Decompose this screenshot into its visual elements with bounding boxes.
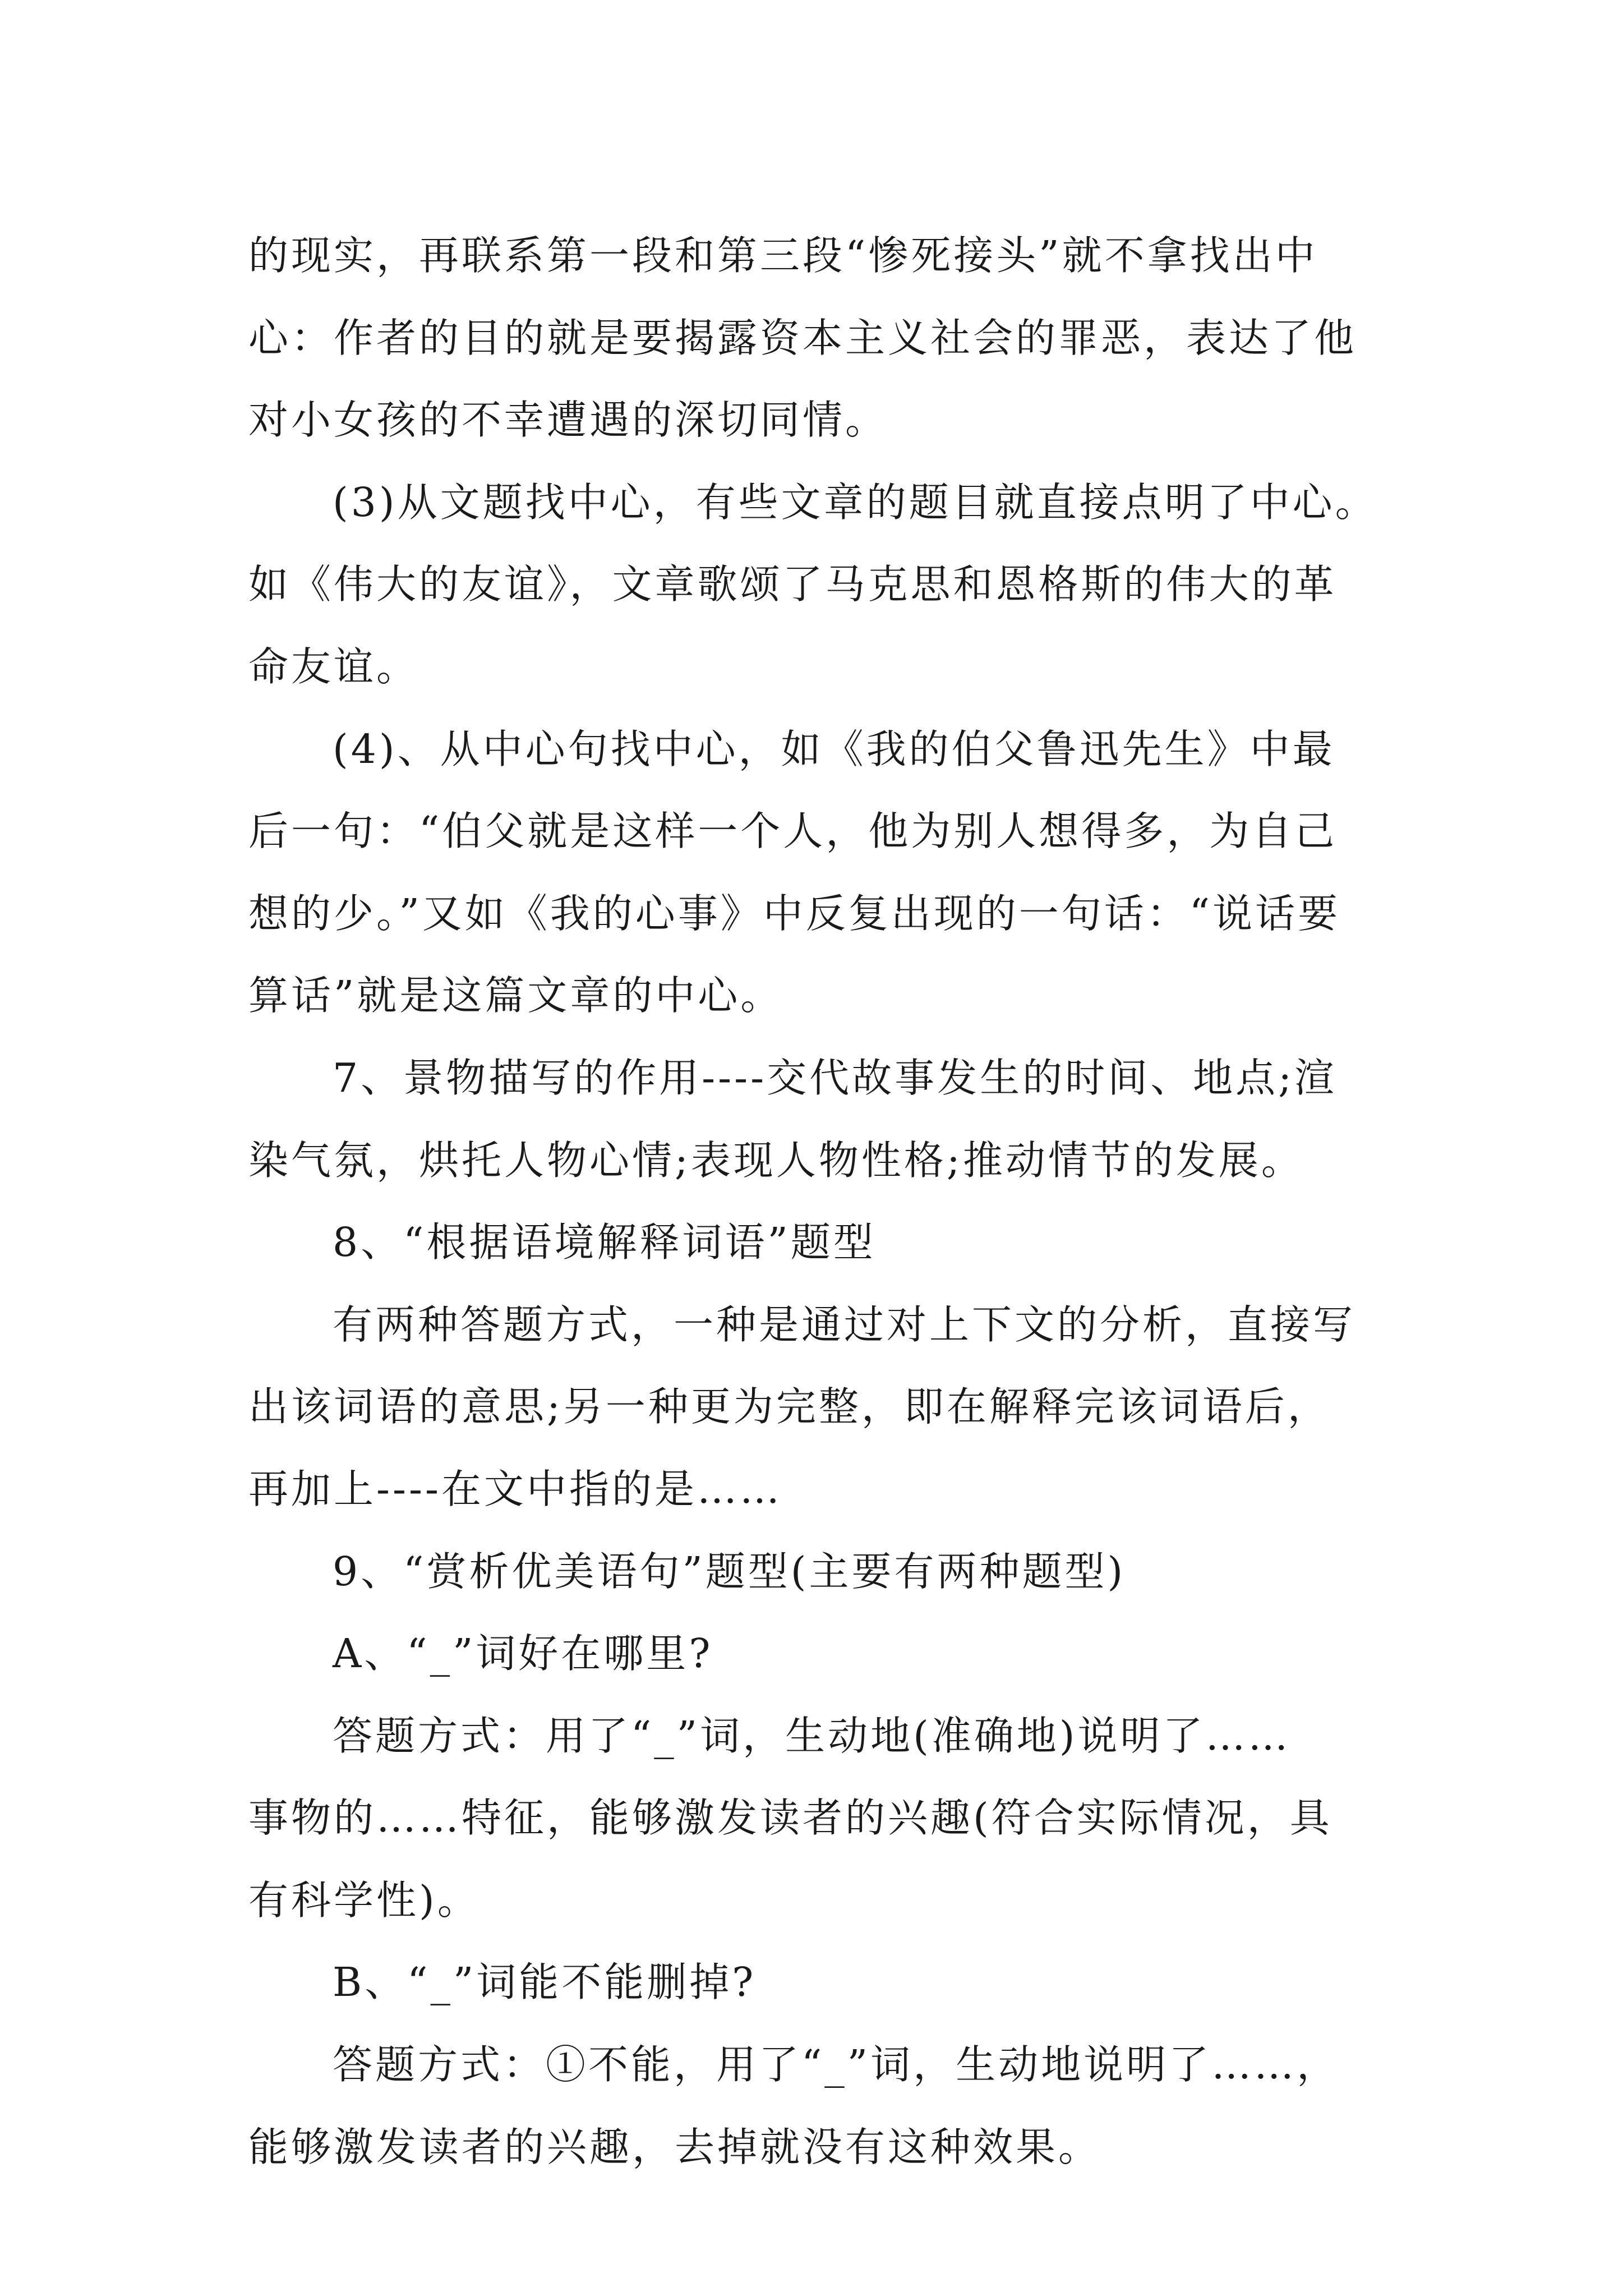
text-line: 能够激发读者的兴趣，去掉就没有这种效果。 <box>248 2123 1101 2170</box>
text-line: 答题方式：用了“_”词，生动地(准确地)说明了…… <box>333 1712 1291 1759</box>
text-line: 算话”就是这篇文章的中心。 <box>248 972 783 1019</box>
text-line: B、“_”词能不能删掉? <box>333 1959 757 2006</box>
text-line: 心：作者的目的就是要揭露资本主义社会的罪恶，表达了他 <box>248 314 1357 361</box>
text-line: 有两种答题方式，一种是通过对上下文的分析，直接写 <box>333 1301 1356 1348</box>
document-body <box>248 215 1376 2188</box>
text-line: 的现实，再联系第一段和第三段“惨死接头”就不拿找出中 <box>248 232 1318 279</box>
text-line: 出该词语的意思;另一种更为完整，即在解释完该词语后， <box>248 1383 1330 1430</box>
text-line: 9、“赏析优美语句”题型(主要有两种题型) <box>333 1548 1126 1595</box>
text-line: 7、景物描写的作用----交代故事发生的时间、地点;渲 <box>333 1054 1338 1101</box>
text-line: (3)从文题找中心，有些文章的题目就直接点明了中心。 <box>333 478 1378 526</box>
text-line: 对小女孩的不幸遭遇的深切同情。 <box>248 397 888 444</box>
text-line: 染气氛，烘托人物心情;表现人物性格;推动情节的发展。 <box>248 1137 1304 1184</box>
text-line: 有科学性)。 <box>248 1876 480 1924</box>
text-line: 命友谊。 <box>248 643 419 690</box>
text-line: 8、“根据语境解释词语”题型 <box>333 1219 876 1266</box>
text-line: 事物的……特征，能够激发读者的兴趣(符合实际情况，具 <box>248 1795 1332 1842</box>
text-line: 想的少。”又如《我的心事》中反复出现的一句话：“说话要 <box>248 890 1341 937</box>
text-line: 答题方式：①不能，用了“_”词，生动地说明了……， <box>333 2041 1340 2088</box>
text-line: 再加上----在文中指的是…… <box>248 1465 782 1512</box>
text-line: A、“_”词好在哪里? <box>333 1630 713 1677</box>
text-line: 如《伟大的友谊》，文章歌颂了马克思和恩格斯的伟大的革 <box>248 561 1337 608</box>
text-line: (4)、从中心句找中心，如《我的伯父鲁迅先生》中最 <box>333 725 1335 772</box>
text-line: 后一句：“伯父就是这样一个人，他为别人想得多，为自己 <box>248 808 1338 855</box>
